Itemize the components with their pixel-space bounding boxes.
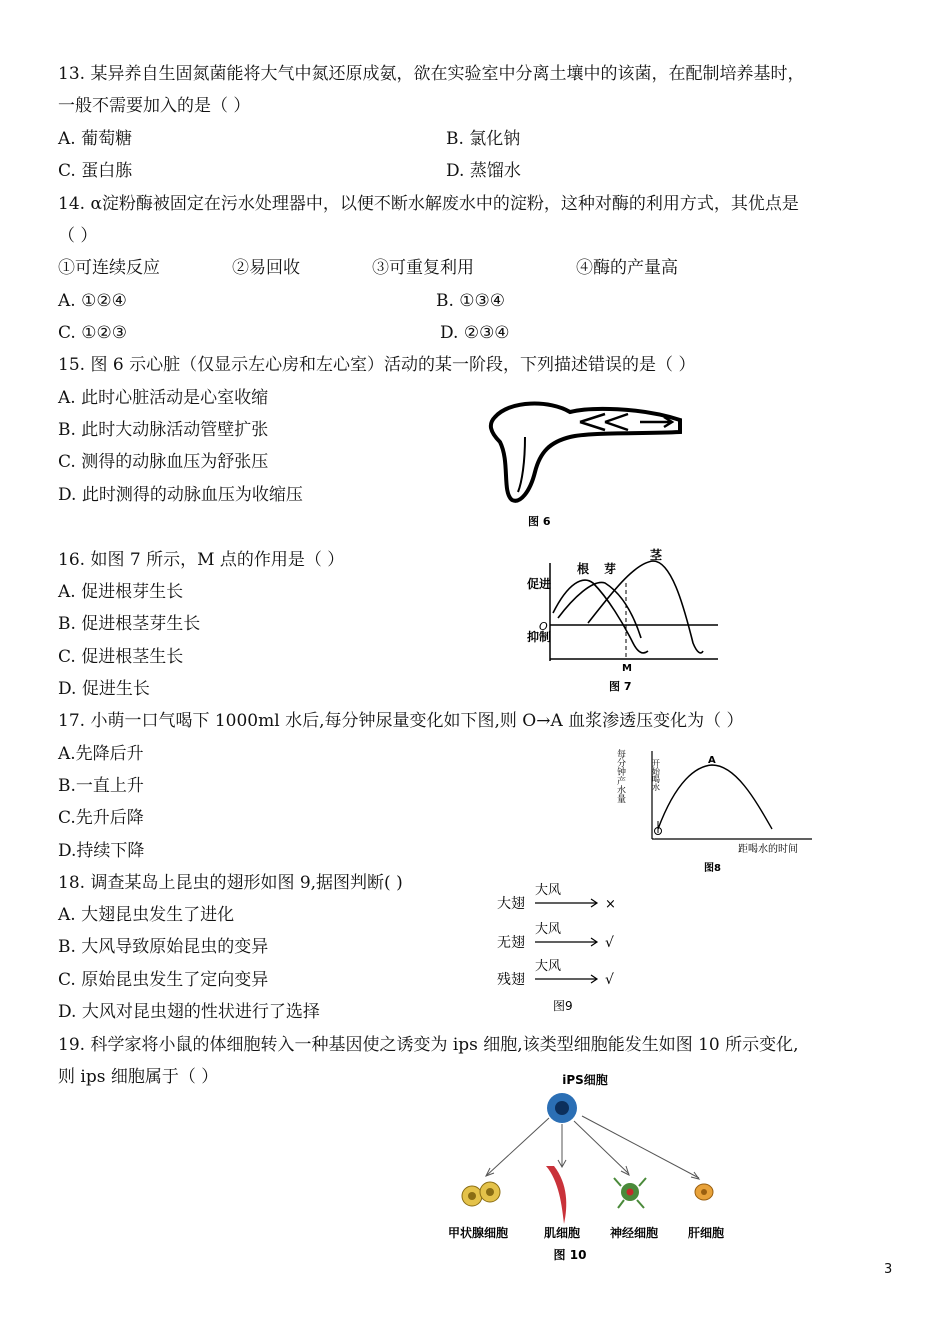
figure-7-caption: 图 7 [609, 680, 632, 693]
q15-option-d: D. 此时测得的动脉血压为收缩压 [58, 485, 303, 505]
page-number: 3 [884, 1262, 893, 1277]
figure-10-liver-label: 肝细胞 [687, 1226, 725, 1240]
q18-option-c: C. 原始昆虫发生了定向变异 [58, 970, 269, 990]
q16-option-d: D. 促进生长 [58, 679, 150, 699]
q14-item-3: ③可重复利用 [372, 258, 474, 278]
q15-stem: 15. 图 6 示心脏（仅显示左心房和左心室）活动的某一阶段，下列描述错误的是（ ） [58, 355, 696, 375]
liver-cell-icon [695, 1184, 713, 1200]
q17-option-a: A.先降后升 [58, 744, 144, 764]
figure-8-ylabel: 每分钟产水量 [616, 749, 625, 803]
figure-10-ips-differentiation [434, 1066, 736, 1266]
q13-option-c: C. 蛋白胨 [58, 161, 133, 181]
figure-7-promote-label: 促进 [527, 577, 552, 591]
figure-10-thyroid-label: 甲状腺细胞 [447, 1226, 509, 1240]
q14-item-1: ①可连续反应 [58, 258, 160, 278]
figure-8-caption: 图8 [704, 863, 721, 874]
q15-option-b: B. 此时大动脉活动管壁扩张 [58, 420, 269, 440]
figure-7-origin: O [539, 620, 548, 633]
figure-9-row2-wind: 大风 [535, 922, 562, 937]
figure-9-wing-selection [491, 866, 636, 1024]
q13-option-a: A. 葡萄糖 [58, 129, 133, 149]
q18-option-b: B. 大风导致原始昆虫的变异 [58, 937, 269, 957]
q14-option-a: A. ①②④ [58, 291, 127, 311]
q18-stem: 18. 调查某岛上昆虫的翅形如图 9,据图判断( ) [58, 873, 403, 893]
figure-10-ips-label: iPS细胞 [562, 1073, 608, 1087]
q13-option-d: D. 蒸馏水 [446, 161, 521, 181]
figure-8-xlabel: 距喝水的时间 [738, 844, 798, 855]
q17-option-b: B.一直上升 [58, 776, 144, 796]
figure-8-start-label: 开始喝水 [651, 759, 661, 791]
q19-stem-line1: 19. 科学家将小鼠的体细胞转入一种基因使之诱变为 ips 细胞,该类型细胞能发生如图 10 所示变化, [58, 1035, 799, 1055]
q17-option-c: C.先升后降 [58, 808, 144, 828]
q15-option-c: C. 测得的动脉血压为舒张压 [58, 452, 269, 472]
q14-option-c: C. ①②③ [58, 323, 127, 343]
figure-7-stem-label: 茎 [650, 548, 663, 562]
figure-7-m-label: M [622, 663, 632, 674]
q16-option-b: B. 促进根茎芽生长 [58, 614, 201, 634]
q16-option-a: A. 促进根芽生长 [58, 582, 184, 602]
q14-stem-line2: （ ） [58, 226, 98, 246]
figure-6-heart [480, 392, 690, 532]
q15-option-a: A. 此时心脏活动是心室收缩 [58, 388, 269, 408]
q18-option-d: D. 大风对昆虫翅的性状进行了选择 [58, 1002, 320, 1022]
q18-option-a: A. 大翅昆虫发生了进化 [58, 905, 235, 925]
figure-7-auxin-curves [513, 543, 723, 697]
figure-10-caption: 图 10 [553, 1248, 587, 1262]
q14-option-b: B. ①③④ [436, 291, 506, 311]
figure-9-row3-mark: √ [605, 972, 614, 988]
figure-7-bud-label: 芽 [604, 562, 617, 576]
q14-item-2: ②易回收 [232, 258, 300, 278]
figure-9-row2-mark: √ [605, 935, 614, 951]
thyroid-cell-icon [462, 1182, 500, 1206]
figure-7-root-label: 根 [577, 562, 590, 576]
q16-option-c: C. 促进根茎生长 [58, 647, 184, 667]
q13-option-b: B. 氯化钠 [446, 129, 521, 149]
figure-7-inhibit-label: 抑制 [527, 630, 552, 644]
ips-cell-icon [547, 1093, 577, 1123]
q14-stem-line1: 14. α淀粉酶被固定在污水处理器中，以便不断水解废水中的淀粉，这种对酶的利用方式，其优点是 [58, 194, 799, 214]
figure-9-row2-label: 无翅 [497, 935, 525, 951]
nerve-cell-icon [614, 1178, 646, 1208]
figure-8-urine-curve [616, 741, 816, 877]
figure-9-row1-mark: × [605, 897, 616, 912]
q16-stem: 16. 如图 7 所示，M 点的作用是（ ） [58, 550, 345, 570]
q14-option-d: D. ②③④ [440, 323, 510, 343]
muscle-cell-icon [546, 1166, 566, 1224]
q14-item-4: ④酶的产量高 [576, 258, 678, 278]
figure-8-peak-label: A [708, 755, 716, 766]
figure-9-caption: 图9 [553, 999, 573, 1013]
figure-9-row1-wind: 大风 [535, 883, 562, 898]
q17-option-d: D.持续下降 [58, 841, 145, 861]
q19-stem-line2: 则 ips 细胞属于（ ） [58, 1067, 219, 1087]
q17-stem: 17. 小萌一口气喝下 1000ml 水后,每分钟尿量变化如下图,则 O→A 血浆渗透压变化为（ ） [58, 711, 744, 731]
q13-stem-line2: 一般不需要加入的是（ ） [58, 96, 251, 116]
figure-9-row3-wind: 大风 [535, 959, 562, 974]
figure-9-row3-label: 残翅 [497, 972, 525, 988]
figure-10-muscle-label: 肌细胞 [543, 1226, 581, 1240]
figure-8-origin: O [654, 839, 655, 840]
figure-10-nerve-label: 神经细胞 [609, 1226, 659, 1240]
q13-stem-line1: 13. 某异养自生固氮菌能将大气中氮还原成氨，欲在实验室中分离土壤中的该菌，在配制培养基时， [58, 64, 805, 84]
figure-6-caption: 图 6 [528, 515, 551, 528]
figure-9-row1-label: 大翅 [497, 896, 525, 912]
